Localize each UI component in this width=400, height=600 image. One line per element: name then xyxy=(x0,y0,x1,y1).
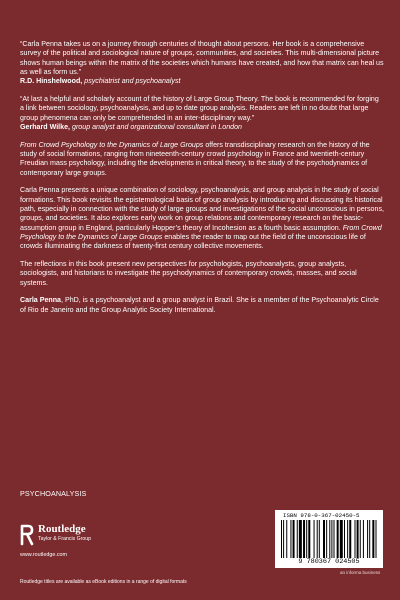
book-title: From Crowd Psychology to the Dynamics of Large Groups xyxy=(20,140,204,149)
isbn-barcode xyxy=(275,510,383,568)
barcode-bars xyxy=(281,520,377,558)
book-title: From Crowd Psychology to the Dynamics of Large Groups xyxy=(20,223,382,241)
description-paragraph-3: The reflections in this book present new perspectives for psychologists, psychoanalysts, group analysts, sociologists, and historians to investigate the psychodynamics of contemporary crowds, masses, and social systems. xyxy=(20,259,357,287)
barcode-digits: 9 780367 024505 xyxy=(298,558,360,566)
routledge-r-icon xyxy=(20,524,35,546)
blurb-role: group analyst and organizational consultant in London xyxy=(72,122,242,131)
description-paragraph-2 xyxy=(20,186,384,251)
blurb-quote: “At last a helpful and scholarly account of the history of Large Group Theory. The book is recommended for forging a link between sociology, psychoanalysis, and up to date group analysis. Readers are left in no doubt that large group phenomena can only be comprehended in an inter-disciplinary way.” xyxy=(20,94,379,122)
subject-category: PSYCHOANALYSIS xyxy=(20,489,87,498)
blurb-author: R.D. Hinshelwood, xyxy=(20,77,83,86)
informa-tagline: an informa business xyxy=(340,570,381,575)
paragraph-text-end: enables the reader to map out the field of the unconscious life of crowds illuminating the darkness of twenty-first century collective movements. xyxy=(20,232,366,251)
blurb-role: psychiatrist and psychoanalyst xyxy=(84,77,181,86)
author-bio xyxy=(20,296,384,315)
cover-text xyxy=(20,40,384,323)
blurb-author: Gerhard Wilke, xyxy=(20,122,71,131)
blurb-hinshelwood xyxy=(20,40,384,86)
publisher-name: Routledge xyxy=(38,523,86,535)
blurb-quote: “Carla Penna takes us on a journey through centuries of thought about persons. Her book is a comprehensive survey of the political and sociological nature of groups, communities, and societies. This multi-dimensional picture shows human beings within the matrix of the societies which humans have created, and how that matrix can heal us as well as form us.” xyxy=(20,40,384,76)
ebook-note: Routledge titles are available as eBook editions in a range of digital formats xyxy=(20,579,187,585)
publisher-group: Taylor & Francis Group xyxy=(38,536,92,542)
blurb-attribution xyxy=(20,123,384,132)
paragraph-text: offers transdisciplinary research on the history of the study of social formations, ranging from nineteenth-century crowd psychology in France and twentieth-century Freudian mass psychology, including the developments in critical theory, to the study of the psychodynamics of contemporary large groups. xyxy=(20,140,370,177)
blurb-wilke xyxy=(20,95,384,132)
bio-text: , PhD, is a psychoanalyst and a group analyst in Brazil. She is a member of the Psychoanalytic Circle of Rio de Janeiro and the Group Analytic Society International. xyxy=(20,296,379,314)
publisher-website: www.routledge.com xyxy=(20,552,68,558)
author-name: Carla Penna xyxy=(20,296,62,305)
isbn-text: ISBN 978-0-367-02450-5 xyxy=(283,512,360,519)
paragraph-text: Carla Penna presents a unique combination of sociology, psychoanalysis, and group analysis in the study of social formations. This book revisits the epistemological basis of group analysis by introducing and discussing its historical path, especially in connection with the study of large groups and investigations of the social unconscious in persons, groups, and societies. It also explores early work on group relations and contemporary research on the basic-assumption group in England, particularly Hopper’s theory of Incohesion as a fourth basic assumption. xyxy=(20,186,384,232)
description-paragraph-1 xyxy=(20,141,384,178)
blurb-attribution xyxy=(20,77,384,86)
